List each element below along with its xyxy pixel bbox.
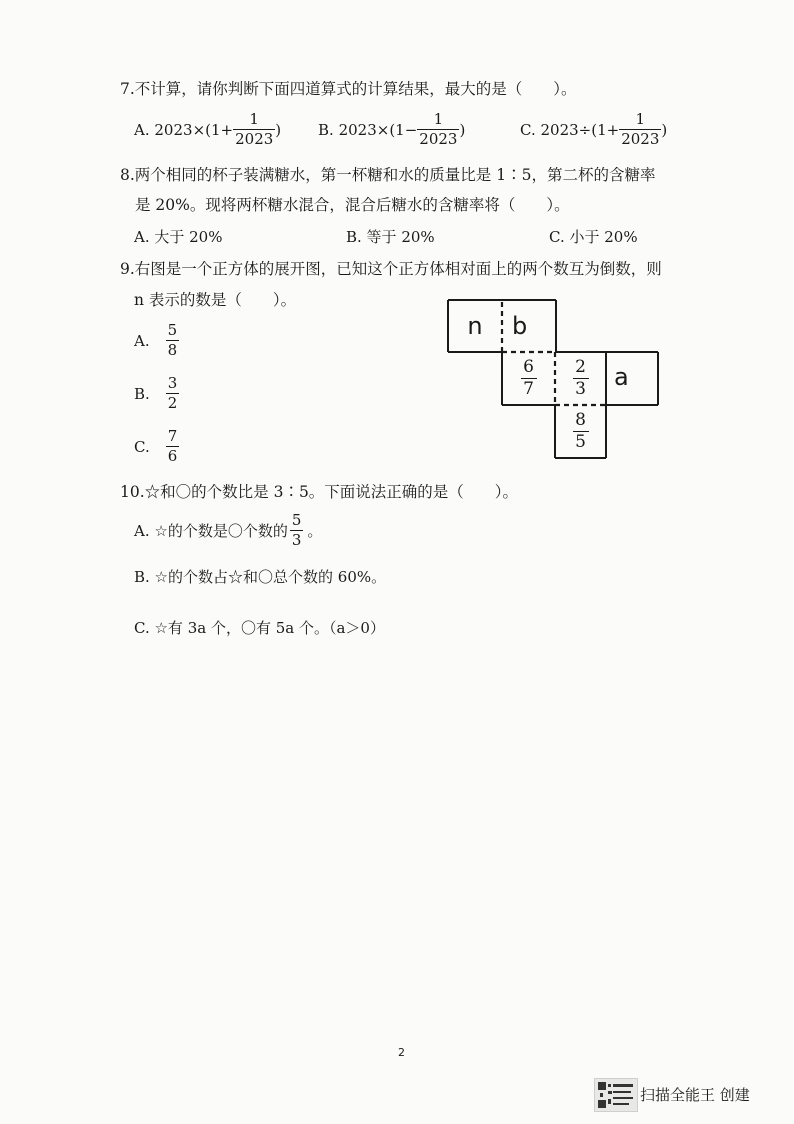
fraction: $\frac{7}{6}$	[167, 427, 178, 466]
q9-option-c: C. $\frac{7}{6}$	[134, 427, 178, 466]
q8-option-c: C. 小于 20%	[549, 228, 638, 246]
q10-option-a: A. ☆的个数是〇个数的 $\frac{5}{3}$ 。	[134, 511, 323, 550]
q7-option-b: B. 2023×(1− $\frac{1}{2023}$ )	[318, 110, 466, 149]
fraction: $\frac{1}{2023}$	[621, 110, 660, 149]
net-face-n: n	[467, 312, 483, 340]
q8-stem-line2: 是 20%。现将两杯糖水混合，混合后糖水的含糖率将（ ）。	[135, 196, 570, 214]
q8-option-b: B. 等于 20%	[346, 228, 435, 246]
net-face-eight-fifths: $\frac{8}{5}$	[555, 405, 606, 458]
q8-stem-line1: 8.两个相同的杯子装满糖水，第一杯糖和水的质量比是 1∶5，第二杯的含糖率	[120, 166, 656, 184]
fraction: $\frac{1}{2023}$	[419, 110, 458, 149]
q7-stem: 7.不计算，请你判断下面四道算式的计算结果，最大的是（ ）。	[120, 80, 577, 98]
qr-code-icon	[595, 1079, 637, 1111]
scanner-logo	[594, 1078, 638, 1112]
q10-option-c: C. ☆有 3a 个，〇有 5a 个。（a＞0）	[134, 619, 385, 637]
q7-option-a: A. 2023×(1+ $\frac{1}{2023}$ )	[134, 110, 282, 149]
fraction: $\frac{1}{2023}$	[235, 110, 274, 149]
net-face-six-sevenths: $\frac{6}{7}$	[502, 352, 555, 405]
q8-option-a: A. 大于 20%	[134, 228, 223, 246]
net-face-a: a	[614, 363, 629, 391]
q9-option-b: B. $\frac{3}{2}$	[134, 374, 178, 413]
fraction: $\frac{5}{8}$	[167, 321, 178, 360]
q9-stem-line1: 9.右图是一个正方体的展开图，已知这个正方体相对面上的两个数互为倒数，则	[120, 260, 662, 278]
net-face-b: b	[512, 312, 528, 340]
fraction: $\frac{3}{2}$	[167, 374, 178, 413]
cube-net-diagram	[440, 292, 670, 464]
q10-stem: 10.☆和〇的个数比是 3∶5。下面说法正确的是（ ）。	[120, 483, 519, 501]
fraction: $\frac{5}{3}$	[291, 511, 302, 550]
q9-stem-line2: n 表示的数是（ ）。	[134, 291, 297, 309]
watermark-brand: 扫描全能王 创建	[640, 1086, 750, 1104]
q9-option-a: A. $\frac{5}{8}$	[134, 321, 178, 360]
q7-option-c: C. 2023÷(1+ $\frac{1}{2023}$ )	[520, 110, 668, 149]
page-number: 2	[398, 1046, 405, 1059]
net-face-two-thirds: $\frac{2}{3}$	[555, 352, 606, 405]
q10-option-b: B. ☆的个数占☆和〇总个数的 60%。	[134, 568, 387, 586]
